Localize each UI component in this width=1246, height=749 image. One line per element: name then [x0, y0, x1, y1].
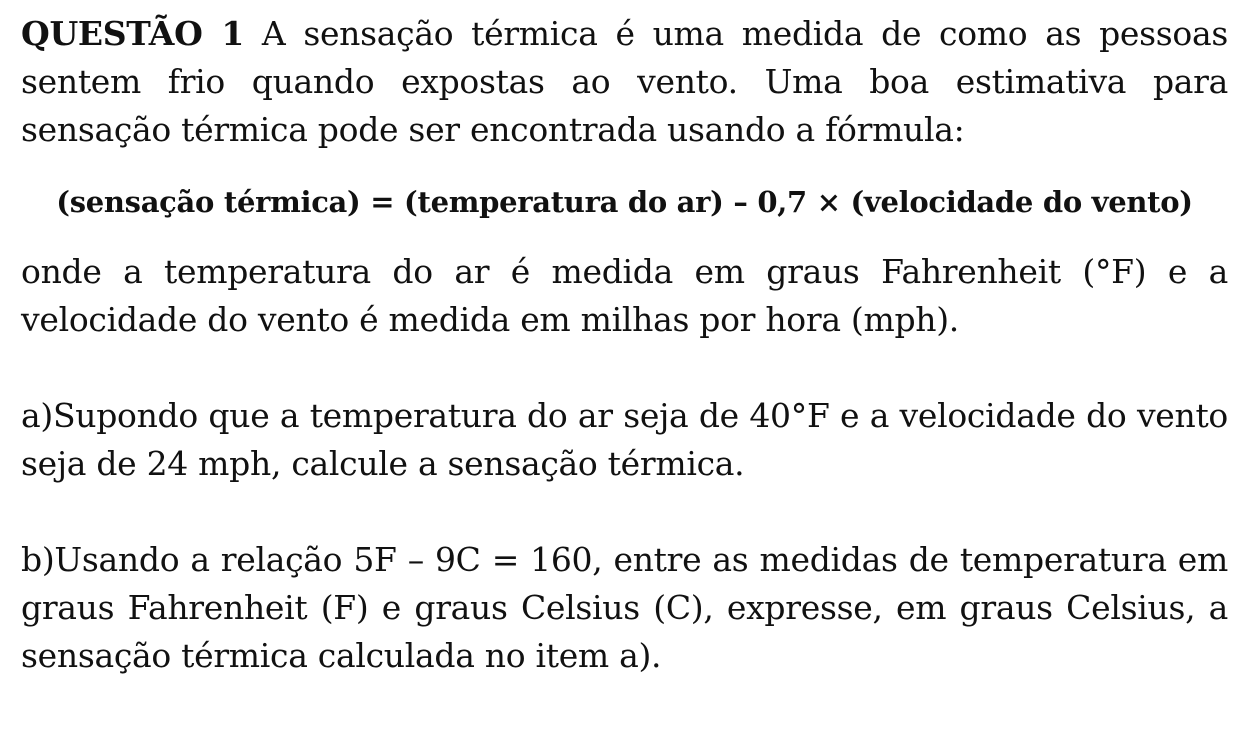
units-paragraph: onde a temperatura do ar é medida em graus Fahrenheit (°F) e a velocidade do vento é medida em milhas por hora (mph). — [21, 252, 1228, 339]
question-document — [21, 10, 1228, 680]
formula: (sensação térmica) = (temperatura do ar) – 0,7 × (velocidade do vento) — [56, 185, 1193, 219]
question-label: QUESTÃO 1 — [21, 14, 245, 53]
item-a: a)Supondo que a temperatura do ar seja de 40°F e a velocidade do vento seja de 24 mph, calcule a sensação térmica. — [21, 396, 1228, 483]
question-intro-paragraph — [21, 10, 1228, 154]
question-intro-text: A sensação térmica é uma medida de como as pessoas sentem frio quando expostas ao vento. Uma boa estimativa para sensação térmica pode ser encontrada usando a fórmula: — [21, 14, 1228, 149]
item-b: b)Usando a relação 5F – 9C = 160, entre as medidas de temperatura em graus Fahrenheit (F) e graus Celsius (C), expresse, em graus Celsius, a sensação térmica calculada no item a). — [21, 540, 1228, 675]
